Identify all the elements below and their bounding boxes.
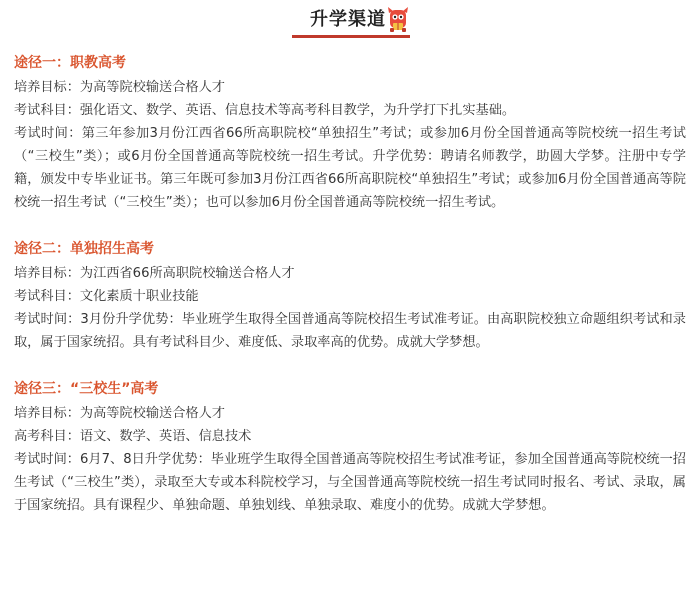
- training-goal: 培养目标：为高等院校输送合格人才: [14, 80, 225, 95]
- section-title: 途径三：“三校生”高考: [14, 381, 159, 397]
- exam-subjects: 考试科目：文化素质十职业技能: [14, 289, 199, 304]
- article-body: [14, 50, 686, 539]
- section-title: 途径一：职教高考: [14, 55, 126, 71]
- page-title: 升学渠道: [310, 9, 386, 30]
- training-goal: 培养目标：为江西省66所高职院校输送合格人才: [14, 266, 295, 281]
- exam-time: 考试时间：3月份升学优势：毕业班学生取得全国普通高等院校招生考试准考证。由高职院校独立命题组织考试和录取，属于国家统招。具有考试科目少、难度低、录取率高的优势。成就大学梦想。: [14, 312, 686, 350]
- title-underline: [292, 35, 410, 38]
- section-pathway-3: [14, 376, 686, 517]
- exam-time: 考试时间：第三年参加3月份江西省66所高职院校“单独招生”考试；或参加6月份全国普通高等院校统一招生考试（“三校生”类）；或6月份全国普通高等院校统一招生考试。升学优势：聘请名师教学，助圆大学梦。注册中专学籍，颁发中专毕业证书。第三年既可参加3月份江西省66所高职院校“单独招生”考试；或参加6月份全国普通高等院校统一招生考试（“三校生”类）；也可以参加6月份全国普通高等院校统一招生考试。: [14, 126, 686, 210]
- mascot-icon: [385, 3, 411, 33]
- exam-subjects: 高考科目：语文、数学、英语、信息技术: [14, 429, 252, 444]
- exam-subjects: 考试科目：强化语文、数学、英语、信息技术等高考科目教学，为升学打下扎实基础。: [14, 103, 516, 118]
- training-goal: 培养目标：为高等院校输送合格人才: [14, 406, 225, 421]
- exam-time: 考试时间：6月7、8日升学优势：毕业班学生取得全国普通高等院校招生考试准考证，参加全国普通高等院校统一招生考试（“三校生”类），录取至大专或本科院校学习，与全国普通高等院校统一招生考试同时报名、考试、录取，属于国家统招。具有课程少、单独命题、单独划线、单独录取、难度小的优势。成就大学梦想。: [14, 452, 686, 513]
- section-pathway-1: [14, 50, 686, 214]
- section-title: 途径二：单独招生高考: [14, 241, 154, 257]
- page-header: [0, 0, 695, 40]
- section-pathway-2: [14, 236, 686, 354]
